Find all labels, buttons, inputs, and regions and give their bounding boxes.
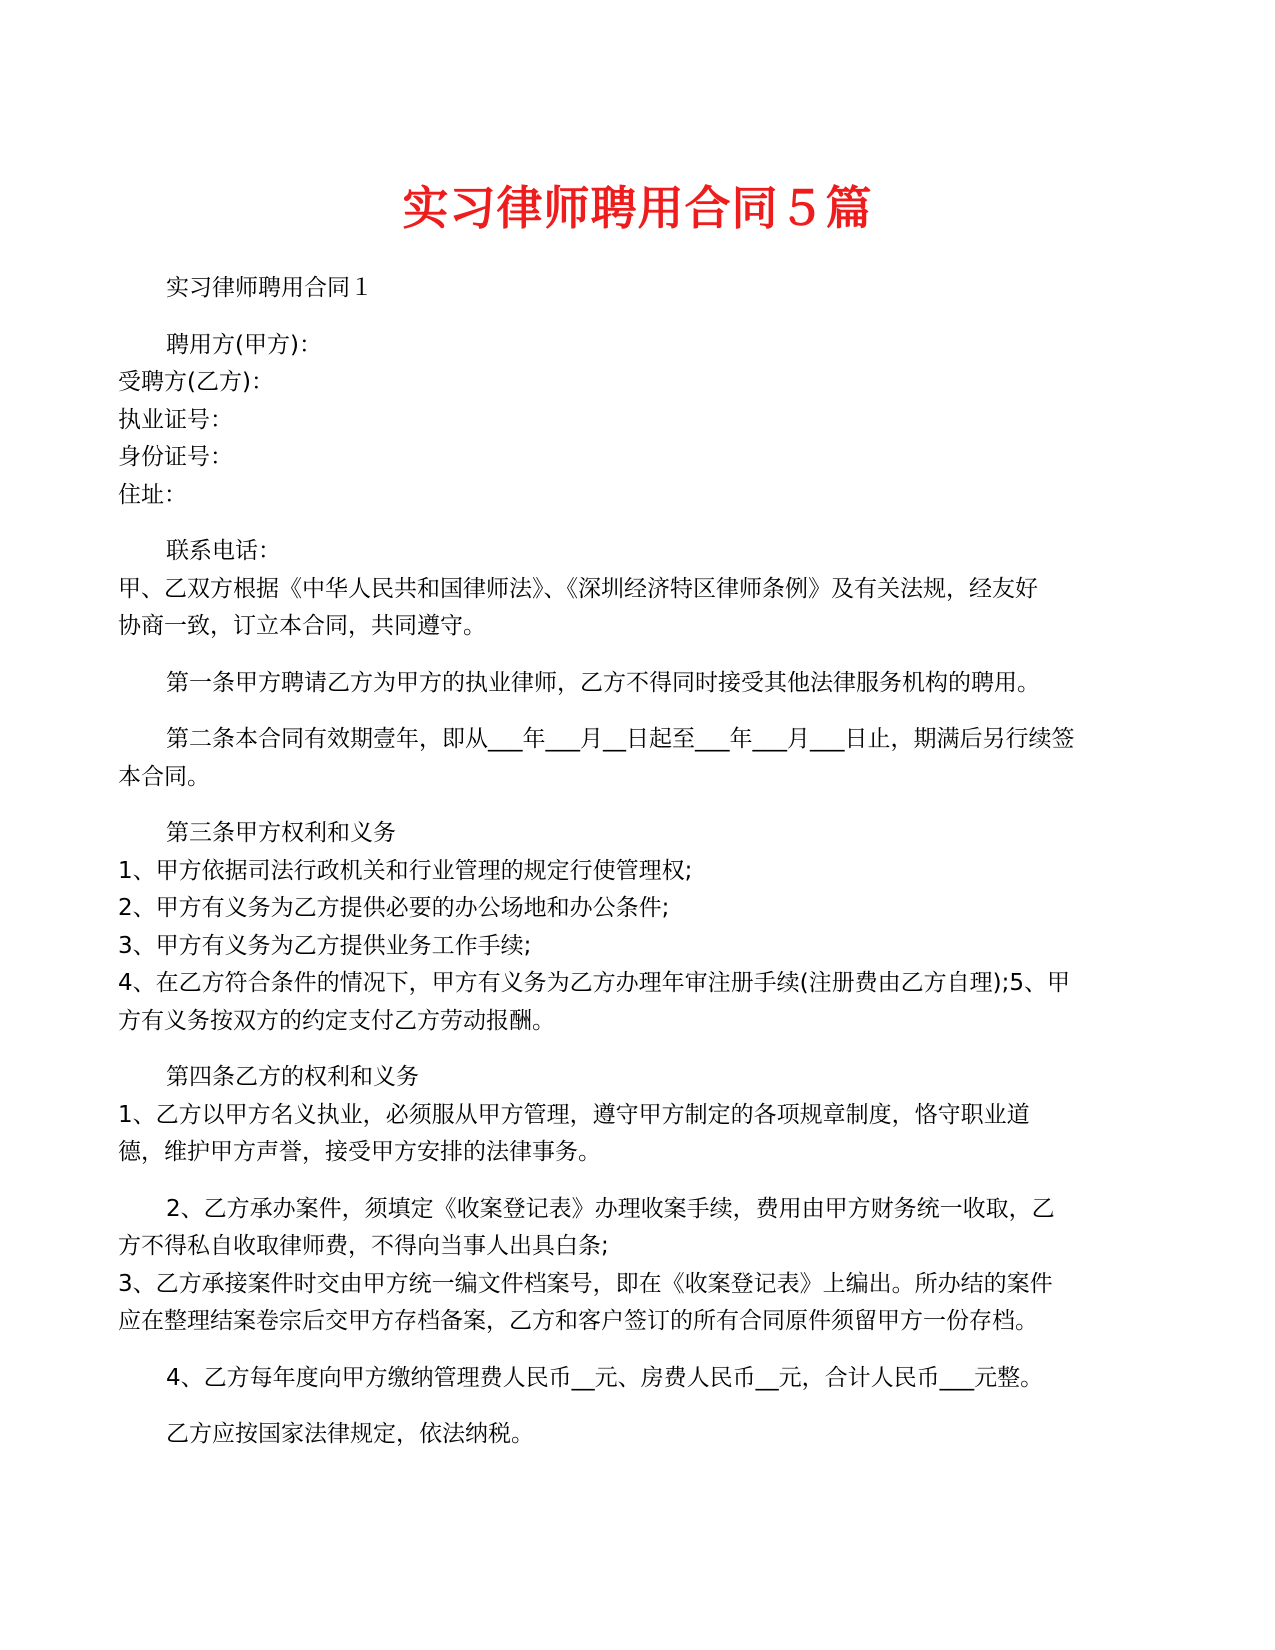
- document-title: 实习律师聘用合同５篇: [402, 181, 873, 235]
- paragraph: [118, 270, 1163, 308]
- text-line: 联系电话：: [166, 538, 281, 564]
- text-line: 方有义务按双方的约定支付乙方劳动报酬。: [118, 1007, 555, 1034]
- text-line: 实习律师聘用合同１: [166, 275, 373, 301]
- paragraph: [118, 533, 1163, 646]
- paragraph: [118, 665, 1163, 703]
- text-line: 身份证号：: [118, 444, 233, 470]
- text-line: 2、乙方承办案件，须填定《收案登记表》办理收案手续，费用由甲方财务统一收取，乙: [166, 1195, 1055, 1222]
- text-line: 聘用方(甲方)：: [166, 331, 322, 358]
- document-body: [118, 270, 1163, 1473]
- text-line: 第三条甲方权利和义务: [166, 820, 396, 846]
- text-line: 第四条乙方的权利和义务: [166, 1064, 419, 1090]
- text-line: 1、甲方依据司法行政机关和行业管理的规定行使管理权;: [118, 857, 693, 884]
- paragraph: [118, 327, 1163, 515]
- text-line: 1、乙方以甲方名义执业，必须服从甲方管理，遵守甲方制定的各项规章制度，恪守职业道: [118, 1101, 1030, 1128]
- text-line: 3、甲方有义务为乙方提供业务工作手续;: [118, 932, 532, 959]
- text-line: 2、甲方有义务为乙方提供必要的办公场地和办公条件;: [118, 895, 670, 921]
- text-line: 应在整理结案卷宗后交甲方存档备案，乙方和客户签订的所有合同原件须留甲方一份存档。: [118, 1308, 1038, 1334]
- text-line: 住址：: [118, 481, 187, 508]
- text-line: 第二条本合同有效期壹年，即从___年___月__日起至___年___月___日止，期满后另行续签: [166, 726, 1075, 752]
- text-line: 德，维护甲方声誉，接受甲方安排的法律事务。: [118, 1139, 601, 1165]
- text-line: 受聘方(乙方)：: [118, 369, 274, 395]
- text-line: 3、乙方承接案件时交由甲方统一编文件档案号，即在《收案登记表》上编出。所办结的案件: [118, 1270, 1053, 1297]
- text-line: 执业证号：: [118, 406, 233, 433]
- paragraph: [118, 1360, 1163, 1398]
- paragraph: [118, 1416, 1163, 1454]
- text-line: 协商一致，订立本合同，共同遵守。: [118, 613, 486, 639]
- text-line: 方不得私自收取律师费，不得向当事人出具白条;: [118, 1233, 609, 1259]
- text-line: 甲、乙双方根据《中华人民共和国律师法》、《深圳经济特区律师条例》及有关法规，经友好: [118, 575, 1038, 602]
- text-line: 4、乙方每年度向甲方缴纳管理费人民币__元、房费人民币__元，合计人民币___元整。: [166, 1364, 1044, 1391]
- text-line: 第一条甲方聘请乙方为甲方的执业律师，乙方不得同时接受其他法律服务机构的聘用。: [166, 669, 1040, 696]
- paragraph: [118, 721, 1163, 796]
- paragraph: [118, 815, 1163, 1040]
- paragraph: [118, 1191, 1163, 1341]
- paragraph: [118, 1059, 1163, 1172]
- text-line: 4、在乙方符合条件的情况下，甲方有义务为乙方办理年审注册手续(注册费由乙方自理);5、甲: [118, 970, 1070, 996]
- text-line: 乙方应按国家法律规定，依法纳税。: [166, 1421, 534, 1447]
- text-line: 本合同。: [118, 763, 210, 790]
